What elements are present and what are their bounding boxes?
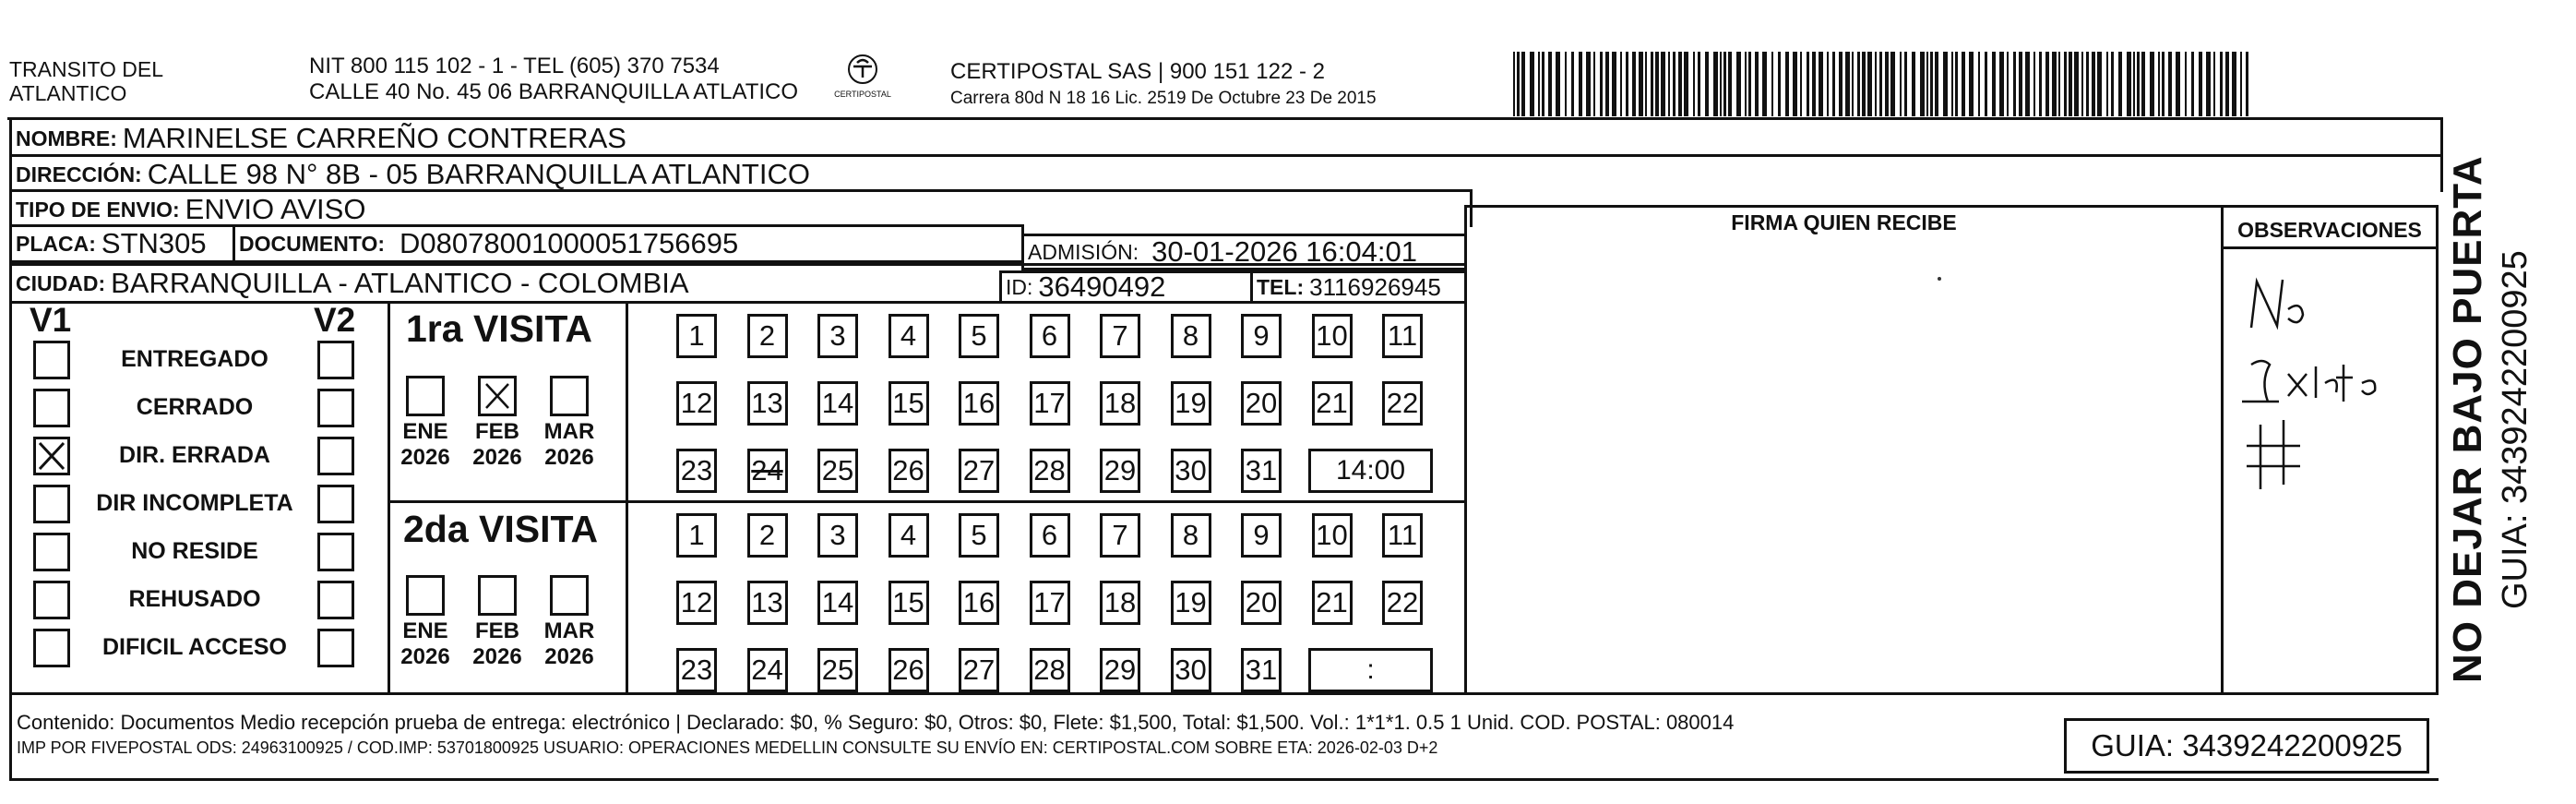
day-box[interactable]: 6 [1030,513,1070,558]
issuer-line2: ATLANTICO [9,81,127,105]
tel-value: 3116926945 [1309,272,1441,301]
day-box[interactable]: 25 [817,449,858,493]
barcode-bar [2007,52,2009,116]
tipo-label: TIPO DE ENVIO: [16,197,180,222]
barcode-bar [1684,52,1688,116]
direccion-label: DIRECCIÓN: [16,162,142,186]
barcode-bar [1600,52,1603,116]
nombre-row [9,117,2443,157]
barcode-bar [1951,52,1953,116]
month-label [393,618,458,670]
day-box[interactable]: 10 [1312,314,1353,358]
issuer-block [9,57,163,105]
day-box[interactable]: 11 [1382,314,1423,358]
day-box[interactable]: 29 [1100,648,1140,692]
day-box[interactable]: 10 [1312,513,1353,558]
barcode-bar [2199,52,2202,116]
barcode-bar [1693,52,1695,116]
footer-left-border [9,692,12,780]
barcode-bar [2106,52,2108,116]
barcode-bar [1673,52,1676,116]
barcode-bar [2086,52,2089,116]
barcode-bar [1985,52,1987,116]
barcode-bar [1713,52,1718,116]
barcode-bar [1819,52,1823,116]
id-cell [999,270,1253,304]
barcode-bar [2141,52,2145,116]
company-line: CERTIPOSTAL SAS | 900 151 122 - 2 [950,59,1325,84]
barcode-bar [2033,52,2035,116]
day-box[interactable]: 8 [1171,513,1211,558]
barcode-bar [1900,52,1902,116]
nit-line: NIT 800 115 102 - 1 - TEL (605) 370 7534 [309,54,720,78]
barcode-bar [2176,52,2180,116]
imp-line: IMP POR FIVEPOSTAL ODS: 24963100925 / COD.IMP: 53701800925 USUARIO: OPERACIONES MEDELLIN CONSULTE SU ENVÍO EN: CERTIPOSTAL.COM SOBRE ETA: 2026-02-03 D+2 [17,738,1438,757]
barcode-bar [1879,52,1882,116]
logo-text: CERTIPOSTAL [834,90,891,99]
barcode-bar [2013,52,2016,116]
observaciones-label: OBSERVACIONES [2237,218,2422,242]
barcode-bar [1745,52,1747,116]
month-checkbox[interactable] [478,376,517,416]
barcode-bar [1857,52,1860,116]
barcode-bar [1748,52,1751,116]
day-box[interactable]: 30 [1171,449,1211,493]
barcode-bar [2220,52,2223,116]
day-box[interactable]: 17 [1030,581,1070,625]
month-year: 2026 [400,445,450,470]
barcode-bar [2052,52,2057,116]
barcode-bar [1978,52,1980,116]
month-checkbox[interactable] [550,376,589,416]
day-box[interactable]: 28 [1030,648,1070,692]
barcode-bar [1593,52,1595,116]
footer-top-rule [9,692,2439,695]
barcode-bar [1912,52,1915,116]
barcode-bar [1845,52,1850,116]
v1-label: V1 [30,301,72,339]
direccion-value: CALLE 98 N° 8B - 05 BARRANQUILLA ATLANTICO [147,158,810,190]
guia-box: GUIA: 3439242200925 [2064,718,2429,774]
barcode-bar [2213,52,2215,116]
visit1-title: 1ra VISITA [406,307,593,350]
day-box[interactable]: 14 [817,381,858,426]
day-box[interactable]: 21 [1312,381,1353,426]
logo-icon [842,54,883,85]
month-checkbox[interactable] [406,575,445,616]
barcode-bar [1885,52,1889,116]
barcode-bar [1645,52,1647,116]
barcode-bar [1661,52,1665,116]
month-checkbox[interactable] [406,376,445,416]
barcode-bar [1800,52,1802,116]
day-box[interactable]: 20 [1241,581,1282,625]
barcode-bar [1586,52,1591,116]
day-box[interactable]: 22 [1382,381,1423,426]
visit2-title: 2da VISITA [403,508,599,550]
placa-value: STN305 [101,227,207,259]
barcode-bar [1852,52,1854,116]
barcode-bar [1651,52,1653,116]
barcode-bar [1839,52,1843,116]
id-value: 36490492 [1038,270,1166,303]
day-box[interactable]: 18 [1100,381,1140,426]
day-box[interactable]: 11 [1382,513,1423,558]
v2-checkbox[interactable] [317,581,354,619]
month-checkbox[interactable] [550,575,589,616]
option-label: ENTREGADO [121,346,268,372]
day-box[interactable]: 23 [676,449,717,493]
day-box[interactable]: 30 [1171,648,1211,692]
month-name: MAR [543,419,595,444]
barcode-bar [1785,52,1789,116]
barcode-bar [1517,52,1520,116]
documento-value: D08078001000051756695 [400,227,739,259]
barcode-bar [2081,52,2083,116]
license-line: Carrera 80d N 18 16 Lic. 2519 De Octubre 23 De 2015 [950,89,1377,108]
documento-label: DOCUMENTO: [239,231,386,256]
barcode-bar [1862,52,1866,116]
barcode-bar [2058,52,2060,116]
day-box[interactable]: 5 [959,314,999,358]
barcode-bar [2158,52,2160,116]
day-box[interactable]: 16 [959,381,999,426]
barcode-bar [1632,52,1636,116]
day-box[interactable]: 14 [817,581,858,625]
barcode-bar [1513,52,1515,116]
handwritten-observation [2233,263,2436,494]
issuer-contact [309,54,798,105]
barcode-bar [2064,52,2067,116]
barcode-bar [1962,52,1965,116]
day-box[interactable]: 1 [676,314,717,358]
barcode-bar [1678,52,1682,116]
barcode-bar [2133,52,2135,116]
day-box[interactable]: 31 [1241,449,1282,493]
barcode-bar [2240,52,2242,116]
day-box[interactable]: 31 [1241,648,1282,692]
issuer-line1: TRANSITO DEL [9,57,163,81]
barcode-bar [1969,52,1974,116]
barcode-bar [1579,52,1582,116]
day-box[interactable]: 2 [747,513,788,558]
barcode-bar [1723,52,1726,116]
month-year: 2026 [472,644,522,669]
day-box[interactable]: 7 [1100,314,1140,358]
day-box[interactable]: 18 [1100,581,1140,625]
option-label: REHUSADO [128,586,261,612]
day-box[interactable]: 12 [676,581,717,625]
placa-cell [9,224,235,263]
barcode-bar [1904,52,1907,116]
certipostal-logo [830,54,895,99]
main-left-border [9,304,12,694]
barcode-bar [2118,52,2122,116]
barcode-bar [1755,52,1759,116]
barcode-bar [2246,52,2248,116]
barcode-bar [1556,52,1560,116]
firma-label: FIRMA QUIEN RECIBE [1731,210,1957,234]
no-dejar-vertical: NO DEJAR BAJO PUERTA [2445,155,2490,683]
barcode-bar [1639,52,1643,116]
barcode-bar [2111,52,2114,116]
day-box[interactable]: 4 [888,513,929,558]
day-box[interactable]: 1 [676,513,717,558]
option-label: DIFICIL ACCESO [101,634,287,660]
month-label [537,419,602,471]
stray-dot [1938,277,1941,281]
barcode-bar [1620,52,1622,116]
admision-value: 30-01-2026 16:04:01 [1151,235,1417,268]
v2-checkbox[interactable] [317,389,354,427]
barcode-bar [1867,52,1872,116]
month-label [465,618,530,670]
time-box[interactable]: 14:00 [1308,449,1433,493]
barcode-bar [1538,52,1540,116]
obs-divider [2221,205,2224,694]
day-box[interactable]: 27 [959,449,999,493]
month-checkbox[interactable] [478,575,517,616]
barcode-bar [1778,52,1781,116]
day-box[interactable]: 19 [1171,581,1211,625]
contenido-line: Contenido: Documentos Medio recepción prueba de entrega: electrónico | Declarado: $0, % Seguro: $0, Otros: $0, Flete: $1,500, Total: $1,500. Vol.: 1*1*1. 0.5 1 Unid. COD. POSTAL: 080014 [17,711,1735,734]
v2-checkbox[interactable] [317,341,354,379]
day-box[interactable]: 2 [747,314,788,358]
barcode-bar [1605,52,1609,116]
barcode-bar [2019,52,2022,116]
month-name: MAR [543,618,595,643]
day-box[interactable]: 23 [676,648,717,692]
option-label: DIR. ERRADA [119,442,270,468]
barcode-bar [1955,52,1958,116]
month-year: 2026 [544,445,594,470]
day-box[interactable]: 19 [1171,381,1211,426]
day-box[interactable]: 26 [888,449,929,493]
barcode-bar [1762,52,1767,116]
barcode-bar [1521,52,1525,116]
barcode-bar [1943,52,1948,116]
barcode-bar [1999,52,2004,116]
month-year: 2026 [472,445,522,470]
v2-checkbox[interactable] [317,533,354,571]
barcode-bar [1793,52,1797,116]
day-box[interactable]: 3 [817,314,858,358]
barcode-bar [1612,52,1616,116]
barcode-bar [2039,52,2042,116]
day-box[interactable]: 29 [1100,449,1140,493]
barcode-bar [2097,52,2102,116]
v2-checkbox[interactable] [317,629,354,667]
barcode-bar [1926,52,1928,116]
barcode-bar [2191,52,2194,116]
barcode-bar [1920,52,1925,116]
barcode-bar [2232,52,2236,116]
barcode-bar [1530,52,1534,116]
barcode-bar [1736,52,1741,116]
option-label: NO RESIDE [131,538,258,564]
barcode-bar [2074,52,2079,116]
barcode-bar [1548,52,1552,116]
company-block [950,59,1377,109]
month-name: ENE [402,419,448,444]
barcode-bar [1812,52,1816,116]
tipo-row [9,189,1473,227]
tel-cell [1250,270,1467,304]
day-box[interactable]: 22 [1382,581,1423,625]
v2-checkbox[interactable] [317,485,354,523]
day-box[interactable]: 6 [1030,314,1070,358]
barcode-bar [2162,52,2165,116]
sign-top-border [1467,205,2439,208]
barcode-bar [2137,52,2140,116]
day-box[interactable]: 15 [888,381,929,426]
day-box[interactable]: 26 [888,648,929,692]
visit-divider [390,500,1467,503]
nombre-label: NOMBRE: [16,126,117,150]
day-box[interactable]: 12 [676,381,717,426]
day-box[interactable]: 24 [747,449,788,493]
option-label: CERRADO [136,394,254,420]
barcode [1513,52,2260,116]
day-box[interactable]: 9 [1241,513,1282,558]
calendar-divider [626,304,628,694]
barcode-bar [2025,52,2030,116]
option-label: DIR INCOMPLETA [96,490,293,516]
address-line: CALLE 40 No. 45 06 BARRANQUILLA ATLATICO [309,79,799,104]
barcode-bar [2225,52,2229,116]
nombre-value: MARINELSE CARREÑO CONTRERAS [122,122,626,154]
ciudad-value: BARRANQUILLA - ATLANTICO - COLOMBIA [111,267,689,299]
barcode-bar [1771,52,1773,116]
check-divider [388,304,390,694]
day-box[interactable]: 4 [888,314,929,358]
day-box[interactable]: 27 [959,648,999,692]
barcode-bar [1655,52,1659,116]
barcode-bar [1565,52,1567,116]
barcode-bar [2150,52,2154,116]
tel-label: TEL: [1257,274,1305,299]
barcode-bar [1626,52,1628,116]
day-box[interactable]: 8 [1171,314,1211,358]
day-box[interactable]: 16 [959,581,999,625]
barcode-bar [1728,52,1732,116]
placa-label: PLACA: [16,231,96,256]
day-box[interactable]: 20 [1241,381,1282,426]
tipo-value: ENVIO AVISO [185,193,366,225]
day-box[interactable]: 17 [1030,381,1070,426]
day-box[interactable]: 13 [747,581,788,625]
day-box[interactable]: 5 [959,513,999,558]
barcode-bar [1930,52,1933,116]
barcode-bar [1720,52,1722,116]
guia-vertical: GUIA: 3439242200925 [2496,250,2534,609]
barcode-bar [1832,52,1835,116]
barcode-bar [1668,52,1670,116]
barcode-bar [1992,52,1996,116]
direccion-row [9,154,2443,192]
day-box[interactable]: 28 [1030,449,1070,493]
month-label [537,618,602,670]
barcode-bar [2206,52,2211,116]
barcode-bar [2168,52,2172,116]
v2-label: V2 [314,301,356,339]
day-box[interactable]: 25 [817,648,858,692]
barcode-bar [1890,52,1895,116]
month-name: FEB [475,618,519,643]
barcode-bar [1935,52,1938,116]
barcode-bar [2092,52,2095,116]
day-box[interactable]: 3 [817,513,858,558]
barcode-bar [1698,52,1700,116]
barcode-bar [2127,52,2131,116]
admision-label: ADMISIÓN: [1028,239,1139,264]
barcode-bar [2045,52,2049,116]
day-box[interactable]: 21 [1312,581,1353,625]
barcode-bar [1827,52,1829,116]
month-year: 2026 [400,644,450,669]
month-label [465,419,530,471]
month-name: FEB [475,419,519,444]
check-mark-icon [481,378,514,414]
month-year: 2026 [544,644,594,669]
footer-bottom-rule [9,778,2439,781]
barcode-bar [1807,52,1809,116]
time-box[interactable]: : [1308,648,1433,692]
v2-checkbox[interactable] [317,437,354,475]
day-box[interactable]: 9 [1241,314,1282,358]
sign-left-border [1464,205,1467,694]
ciudad-label: CIUDAD: [16,270,106,295]
documento-cell [233,224,1024,263]
barcode-bar [1571,52,1574,116]
id-label: ID: [1006,274,1033,299]
day-box[interactable]: 7 [1100,513,1140,558]
obs-header-rule [2224,246,2436,249]
sign-right-border [2436,205,2439,694]
day-box[interactable]: 15 [888,581,929,625]
barcode-bar [1542,52,1544,116]
barcode-bar [2185,52,2187,116]
barcode-bar [1705,52,1709,116]
barcode-bar [1875,52,1877,116]
month-label [393,419,458,471]
day-box[interactable]: 24 [747,648,788,692]
barcode-bar [2069,52,2072,116]
day-box[interactable]: 13 [747,381,788,426]
month-name: ENE [402,618,448,643]
